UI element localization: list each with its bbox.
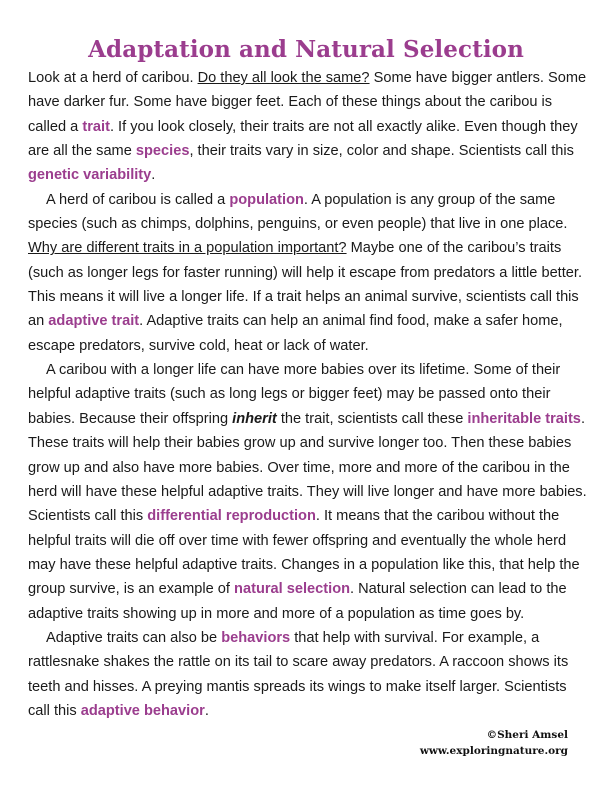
text-segment: .	[151, 167, 156, 184]
text-segment: . Adaptive traits can help an animal find food, make a safer home, escape predators, survive cold, heat or lack of water.	[28, 313, 563, 354]
keyword-behaviors: behaviors	[221, 629, 291, 646]
text-segment: that help with survival. For example, a rattlesnake shakes the rattle on its tail to scare away predators. A raccoon shows its teeth and hisses. A preying mantis spreads its wings to make itself larger. Scientists call this	[28, 629, 569, 719]
text-segment: . These traits will help their babies grow up and survive longer too. Then these babies grow up and also have more babies. Over time, more and more of the caribou in the herd will have these helpful adaptive traits. They will live longer and have more babies. Scientists call this	[28, 410, 587, 525]
credit-block	[420, 727, 568, 759]
question-traits-important: Why are different traits in a population important?	[28, 240, 347, 257]
text-segment: .	[204, 702, 209, 719]
text-segment: A caribou with a longer life can have more babies over its lifetime. Some of their helpful adaptive traits (such as long legs or bigger feet) may be passed onto their babies. Because their offspring	[28, 362, 561, 427]
paragraph-natural-selection	[28, 358, 588, 626]
text-segment: . A population is any group of the same species (such as chimps, dolphins, penguins, or even people) that live in one place.	[28, 191, 568, 233]
text-segment: Adaptive traits can also be	[46, 629, 222, 646]
text-segment: Some have bigger antlers. Some have darker fur. Some have bigger feet. Each of these things about the caribou is called a	[28, 70, 587, 135]
text-segment: , their traits vary in size, color and shape. Scientists call this	[189, 143, 574, 160]
text-segment: A herd of caribou is called a	[46, 191, 230, 208]
keyword-genetic-variability: genetic variability	[28, 167, 152, 184]
paragraph-adaptive-behavior	[28, 626, 588, 723]
text-segment: the trait, scientists call these	[276, 410, 468, 427]
paragraph-caribou-traits	[28, 66, 588, 188]
text-segment: Maybe one of the caribou’s traits (such as longer legs for faster running) will help it escape from predators a little better. This means it will live a longer life. If a trait helps an animal survive, scientists call this an	[28, 240, 583, 330]
keyword-adaptive-trait: adaptive trait	[48, 313, 140, 330]
text-segment: . Natural selection can lead to the adaptive traits showing up in more and more of a population as time goes by.	[28, 581, 567, 622]
text-segment: . If you look closely, their traits are not all exactly alike. Even though they are all the same	[28, 118, 578, 160]
keyword-differential-reproduction: differential reproduction	[147, 508, 316, 525]
keyword-adaptive-behavior: adaptive behavior	[80, 702, 205, 719]
paragraph-population	[28, 188, 588, 358]
emphasis-inherit: inherit	[232, 410, 277, 427]
text-segment: Look at a herd of caribou.	[28, 70, 198, 86]
website-credit: www.exploringnature.org	[419, 745, 568, 757]
question-same-look: Do they all look the same?	[197, 70, 370, 86]
author-credit: ©Sheri Amsel	[486, 729, 568, 741]
keyword-population: population	[229, 191, 304, 208]
text-segment: . It means that the caribou without the helpful traits will die off over time with fewer offspring and eventually the whole herd may have these helpful adaptive traits. Changes in a population like this, that help the group survive, is an example of	[28, 508, 580, 598]
keyword-inheritable-traits: inheritable traits	[467, 410, 581, 427]
article-body	[28, 66, 588, 723]
keyword-natural-selection: natural selection	[234, 581, 351, 598]
page-title: Adaptation and Natural Selection	[88, 36, 524, 63]
keyword-species: species	[135, 143, 190, 160]
keyword-trait: trait	[82, 118, 110, 135]
